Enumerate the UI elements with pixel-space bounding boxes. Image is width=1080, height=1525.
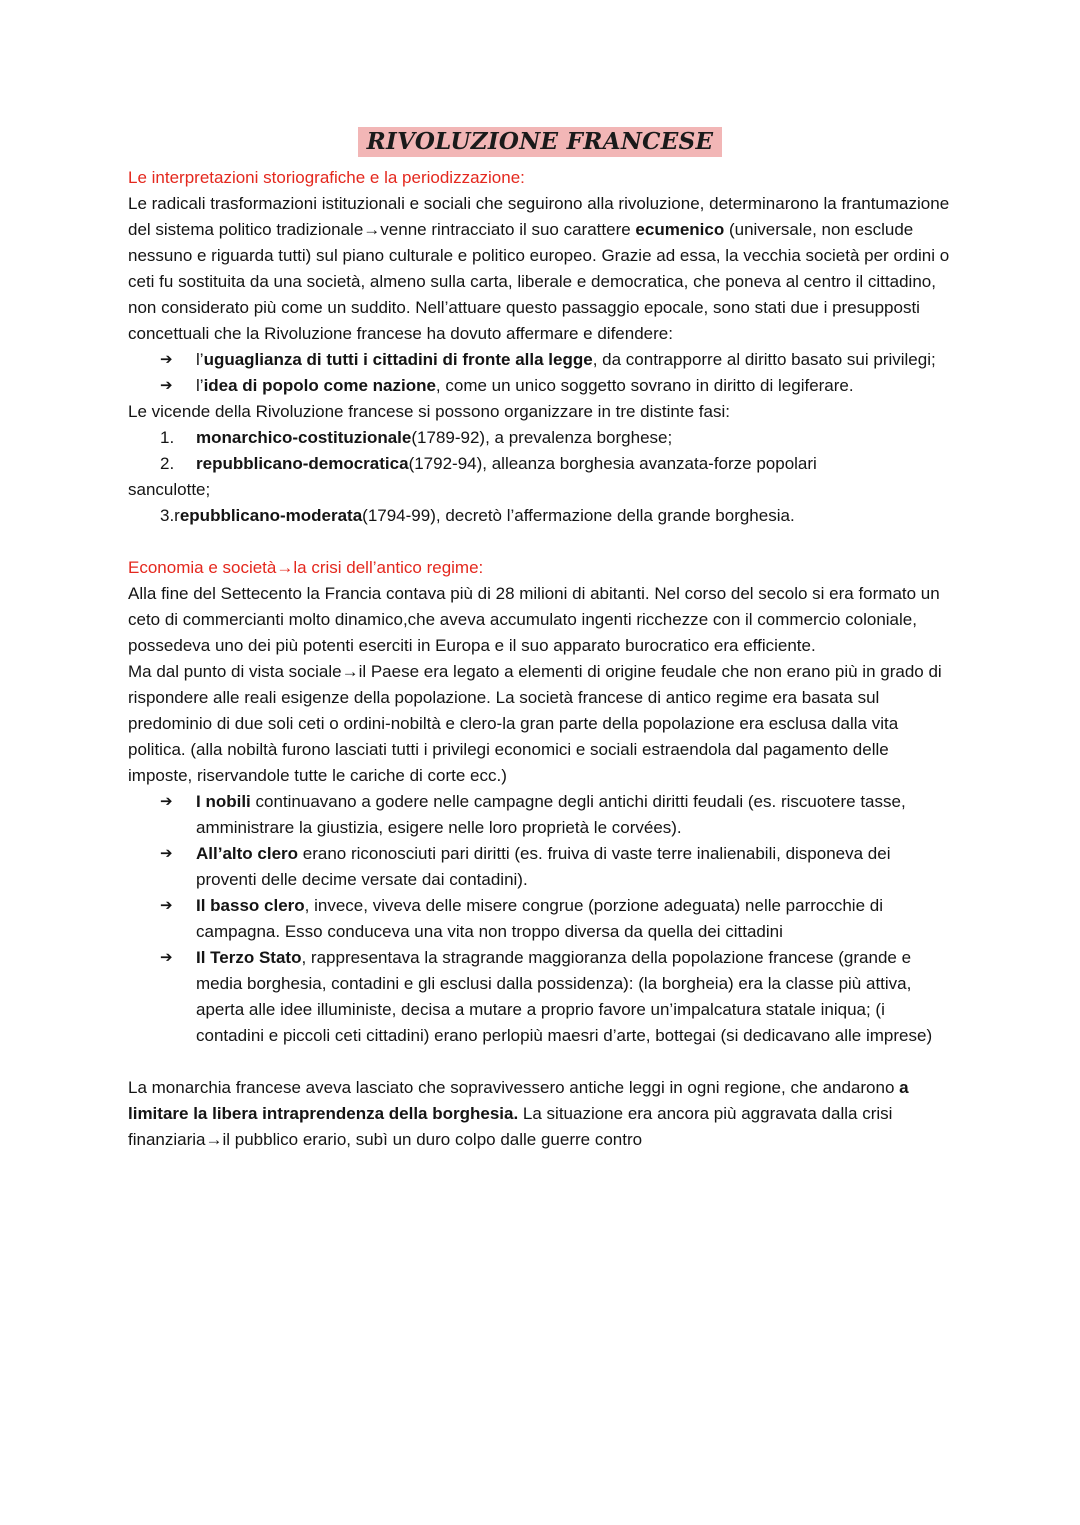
paragraph	[160, 503, 952, 529]
bold-text: a limitare la libera intraprendenza della borghesia.	[128, 1078, 909, 1123]
arrow-list-item	[160, 347, 952, 373]
bold-text: repubblicano-democratica	[196, 454, 409, 473]
paragraph	[128, 1075, 952, 1153]
text-run: (1794-99), decretò l’affermazione della grande borghesia.	[362, 506, 795, 525]
list-item-text	[196, 945, 952, 1049]
list-item-text	[196, 789, 952, 841]
text-run: sanculotte;	[128, 480, 211, 499]
text-run: Le radicali trasformazioni istituzionali e sociali che seguirono alla rivoluzione, determinarono la frantumazione del sistema politico tradizionale→venne rintracciato il suo carattere	[128, 194, 950, 239]
arrow-bullet-icon: ➔	[160, 377, 173, 394]
bold-text: ecumenico	[635, 220, 725, 239]
text-run: (1789-92), a prevalenza borghese;	[411, 428, 673, 447]
text-run: continuavano a godere nelle campagne degli antichi diritti feudali (es. riscuotere tasse, amministrare la giustizia, esigere nelle loro proprietà le corvées).	[196, 792, 906, 837]
list-item-text	[196, 841, 952, 893]
text-run: , da contrapporre al diritto basato sui privilegi;	[592, 350, 936, 369]
section-heading: Economia e società→la crisi dell’antico regime:	[128, 558, 484, 577]
text-run: Ma dal punto di vista sociale→il Paese era legato a elementi di origine feudale che non erano più in grado di rispondere alle reali esigenze della popolazione. La società francese di antico regime era basata sul predominio di due soli ceti o ordini-nobiltà e clero-la gran parte della popolazione era esclusa dalla vita politica. (alla nobiltà furono lasciati tutti i privilegi economici e sociali estraendola dal pagamento delle imposte, riservandole tutte le cariche di corte ecc.)	[128, 662, 942, 785]
paragraph	[128, 581, 952, 659]
arrow-bullet-icon: ➔	[160, 897, 173, 914]
list-item-text	[196, 347, 952, 373]
list-item-text	[196, 425, 952, 451]
numbered-list-item	[160, 451, 952, 477]
arrow-list-item	[160, 893, 952, 945]
page-title: RIVOLUZIONE FRANCESE	[358, 127, 723, 157]
list-item-text	[196, 373, 952, 399]
text-run: erano riconosciuti pari diritti (es. fruiva di vaste terre inalienabili, disponeva dei proventi delle decime versate dai contadini).	[196, 844, 891, 889]
bold-text: Il basso clero	[196, 896, 305, 915]
text-run: (universale, non esclude nessuno e riguarda tutti) sul piano culturale e politico europeo. Grazie ad essa, la vecchia società per ordini o ceti fu sostituita da una società, almeno sulla carta, liberale e democratica, che poneva al centro il cittadino, non considerato più come un suddito. Nell’attuare questo passaggio epocale, sono stati due i presupposti concettuali che la Rivoluzione francese ha dovuto affermare e difendere:	[128, 220, 950, 343]
document-body	[128, 127, 952, 1153]
arrow-bullet-icon: ➔	[160, 793, 173, 810]
bold-text: All’alto clero	[196, 844, 299, 863]
arrow-bullet-icon: ➔	[160, 845, 173, 862]
arrow-bullet-icon: ➔	[160, 949, 173, 966]
text-run: La situazione era ancora più aggravata dalla crisi finanziaria→il pubblico erario, subì un duro colpo dalle guerre contro	[128, 1104, 893, 1149]
bold-text: I nobili	[196, 792, 251, 811]
paragraph	[128, 659, 952, 789]
text-run: La monarchia francese aveva lasciato che sopravivessero antiche leggi in ogni regione, che andarono	[128, 1078, 900, 1097]
bold-text: epubblicano-moderata	[179, 506, 363, 525]
bold-text: uguaglianza di tutti i cittadini di fronte alla legge	[203, 350, 593, 369]
list-item-text	[196, 451, 952, 477]
text-run: , come un unico soggetto sovrano in diritto di legiferare.	[435, 376, 854, 395]
text-run: Le vicende della Rivoluzione francese si possono organizzare in tre distinte fasi:	[128, 402, 730, 421]
text-run: , rappresentava la stragrande maggioranza della popolazione francese (grande e media borghesia, contadini e gli esclusi dalla possidenza): (la borgheia) era la classe più attiva, aperta alle idee illuministe, decisa a mutare a proprio favore un’impalcatura statale iniqua; (i contadini e piccoli ceti cittadini) erano perlopiù maesri d’arte, bottegai (si dedicavano alle imprese)	[196, 948, 933, 1045]
arrow-list-item	[160, 789, 952, 841]
arrow-list-item	[160, 841, 952, 893]
blank-line	[128, 1049, 952, 1075]
blank-line	[128, 529, 952, 555]
paragraph	[128, 477, 952, 503]
document-content	[128, 165, 952, 1153]
list-number: 2.	[160, 454, 175, 473]
text-run: , invece, viveva delle misere congrue (porzione adeguata) nelle parrocchie di campagna. Esso conduceva una vita non troppo diversa da quella dei cittadini	[196, 896, 883, 941]
arrow-list-item	[160, 373, 952, 399]
title-row	[128, 127, 952, 157]
bold-text: idea di popolo come nazione	[203, 376, 436, 395]
numbered-list-item	[160, 425, 952, 451]
bold-text: monarchico-costituzionale	[196, 428, 412, 447]
text-run: l’	[196, 350, 204, 369]
arrow-bullet-icon: ➔	[160, 351, 173, 368]
text-run: 3.r	[160, 506, 180, 525]
paragraph	[128, 399, 952, 425]
text-run: (1792-94), alleanza borghesia avanzata-forze popolari	[408, 454, 817, 473]
paragraph	[128, 191, 952, 347]
section-heading: Le interpretazioni storiografiche e la periodizzazione:	[128, 168, 525, 187]
arrow-list-item	[160, 945, 952, 1049]
bold-text: Il Terzo Stato	[196, 948, 302, 967]
text-run: Alla fine del Settecento la Francia contava più di 28 milioni di abitanti. Nel corso del secolo si era formato un ceto di commercianti molto dinamico,che aveva accumulato ingenti ricchezze con il commercio coloniale, possedeva uno dei più potenti eserciti in Europa e il suo apparato burocratico era efficiente.	[128, 584, 940, 655]
text-run: l’	[196, 376, 204, 395]
list-number: 1.	[160, 428, 175, 447]
list-item-text	[196, 893, 952, 945]
